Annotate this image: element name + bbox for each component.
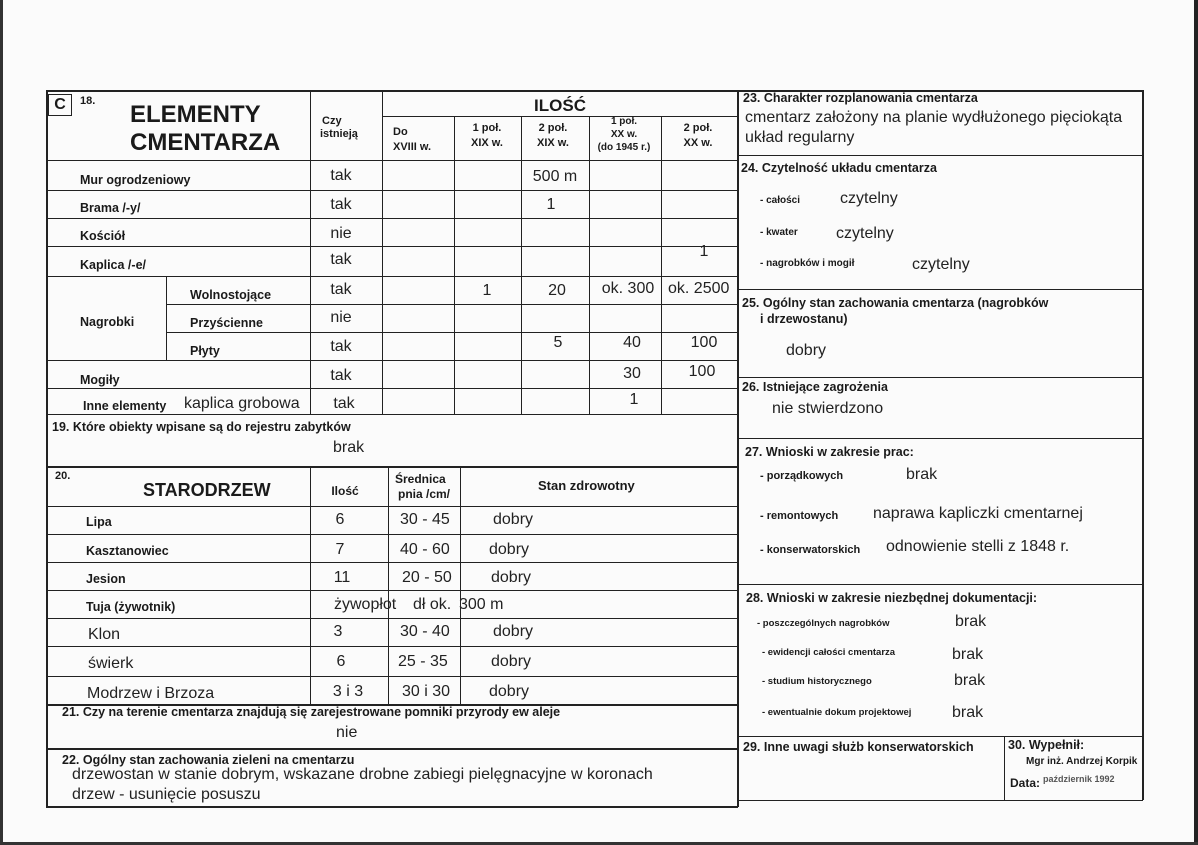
q21-value: nie — [336, 724, 358, 741]
grid-line — [46, 90, 48, 807]
q22-line1: drzewostan w stanie dobrym, wskazane drobne zabiegi pielęgnacyjne w koronach — [72, 766, 653, 783]
tree-diam: 40 - 60 — [400, 541, 450, 558]
q27-item-label: - porządkowych — [760, 470, 844, 482]
q22-line2: drzew - usunięcie posuszu — [72, 786, 261, 803]
col-header: XVIII w. — [393, 141, 432, 153]
grid-line — [46, 246, 737, 247]
grid-line — [310, 466, 311, 704]
q24-item-label: - całości — [760, 195, 801, 206]
tree-state: dobry — [493, 511, 534, 528]
q20-h-sred1: Średnica — [395, 472, 446, 486]
header-ilosc: ILOŚĆ — [534, 96, 586, 115]
exists-value: nie — [330, 309, 352, 326]
row-label: Kościół — [80, 229, 126, 243]
q19-label: 19. Które obiekty wpisane są do rejestru zabytków — [52, 420, 351, 434]
grid-line — [46, 646, 737, 647]
col-header: 2 poł. — [683, 122, 713, 134]
col-header: XIX w. — [471, 137, 503, 149]
tree-state: dobry — [489, 683, 530, 700]
exists-value: tak — [330, 367, 352, 384]
exists-value: nie — [330, 225, 352, 242]
cell-value: ok. 2500 — [668, 280, 730, 297]
grid-line — [382, 116, 737, 117]
exists-value: tak — [330, 338, 352, 355]
grid-line — [46, 414, 737, 415]
grid-line — [46, 190, 737, 191]
tree-diam: 25 - 35 — [398, 653, 448, 670]
section-title-line1: ELEMENTY — [130, 101, 261, 128]
grid-line — [46, 388, 737, 389]
grid-line — [1004, 736, 1005, 800]
col-header: XIX w. — [537, 137, 569, 149]
q28-item-value: brak — [952, 646, 984, 663]
scan-edge-left — [0, 0, 3, 845]
tree-qty: 3 i 3 — [332, 683, 364, 700]
grid-line — [46, 160, 737, 161]
grid-line — [46, 360, 737, 361]
tree-diam: 30 - 40 — [400, 623, 450, 640]
q28-item-value: brak — [954, 672, 986, 689]
q20-title: STARODRZEW — [143, 480, 271, 500]
grid-line — [46, 90, 1143, 92]
q27-item-value: odnowienie stelli z 1848 r. — [886, 538, 1070, 555]
q30-label: 30. Wypełnił: — [1008, 738, 1085, 752]
q23-label: 23. Charakter rozplanowania cmentarza — [743, 91, 978, 105]
q28-item-label: - ewentualnie dokum projektowej — [762, 707, 912, 718]
tree-state: dobry — [491, 569, 532, 586]
q28-label: 28. Wnioski w zakresie niezbędnej dokumentacji: — [746, 591, 1038, 605]
tree-name: Modrzew i Brzoza — [87, 685, 215, 702]
q26-label: 26. Istniejące zagrożenia — [742, 380, 888, 394]
exists-value: tak — [330, 251, 352, 268]
grid-line — [382, 90, 383, 414]
grid-line — [737, 90, 739, 807]
tree-qty: 6 — [335, 511, 345, 528]
tree-diam: 20 - 50 — [402, 569, 452, 586]
grid-line — [166, 332, 737, 333]
grid-line — [737, 800, 1143, 801]
sub-label: Przyścienne — [190, 316, 263, 330]
cell-value: 100 — [690, 334, 718, 351]
section-title-line2: CMENTARZA — [130, 129, 281, 156]
cell-value: 30 — [623, 365, 641, 382]
q28-item-label: - ewidencji całości cmentarza — [762, 647, 896, 658]
exists-value: tak — [333, 395, 355, 412]
cell-value: 1 — [699, 243, 709, 260]
q21-label: 21. Czy na terenie cmentarza znajdują się zarejestrowane pomniki przyrody ew aleje — [62, 705, 561, 719]
grid-line — [46, 806, 738, 808]
grid-line — [166, 276, 167, 360]
cell-value: 1 — [629, 391, 639, 408]
q20-h-stan: Stan zdrowotny — [538, 478, 635, 493]
tree-name: Lipa — [86, 515, 112, 529]
tree-qty: 11 — [333, 569, 351, 586]
row-label: Kaplica /-e/ — [80, 258, 146, 272]
tree-state: dobry — [493, 623, 534, 640]
q27-item-label: - konserwatorskich — [760, 544, 861, 556]
sub-label: Płyty — [190, 344, 220, 358]
grid-line — [46, 590, 737, 591]
q28-item-value: brak — [952, 704, 984, 721]
q24-item-value: czytelny — [912, 256, 970, 273]
col-header: XX w. — [610, 129, 638, 140]
col-header: 2 poł. — [538, 122, 568, 134]
grid-line — [737, 155, 1143, 156]
tree-qty: żywopłot — [334, 596, 397, 613]
q22-label: 22. Ogólny stan zachowania zieleni na cmentarzu — [62, 753, 355, 767]
q28-item-value: brak — [955, 613, 987, 630]
cell-value: 20 — [548, 282, 566, 299]
grid-line — [46, 676, 737, 677]
grid-line — [737, 289, 1143, 290]
header-istnieja: istnieją — [320, 128, 358, 140]
row-label: Inne elementy — [83, 399, 167, 413]
q28-item-label: - poszczególnych nagrobków — [757, 618, 890, 629]
tree-name: Kasztanowiec — [86, 544, 169, 558]
col-header: (do 1945 r.) — [597, 142, 651, 153]
col-header: Do — [393, 126, 408, 138]
grid-line — [46, 748, 737, 750]
tree-diam: dł ok. — [413, 596, 452, 613]
tree-name: Klon — [88, 626, 121, 643]
tree-diam: 30 i 30 — [402, 683, 451, 700]
grid-line — [737, 584, 1143, 585]
q25-label2: i drzewostanu) — [760, 312, 848, 326]
q28-item-label: - studium historycznego — [762, 676, 872, 687]
q20-number: 20. — [55, 470, 71, 482]
grid-line — [46, 506, 737, 507]
q24-item-label: - kwater — [760, 227, 798, 238]
col-header: XX w. — [683, 137, 713, 149]
q25-value: dobry — [786, 342, 827, 359]
grid-line — [46, 218, 737, 219]
cell-value: 500 m — [532, 168, 578, 185]
tree-state: 300 m — [459, 596, 504, 613]
q27-item-value: brak — [906, 466, 938, 483]
grid-line — [737, 736, 1143, 737]
section-letter-box: C — [48, 94, 72, 116]
cell-value: 40 — [623, 334, 641, 351]
q30-name-stamp: Mgr inż. Andrzej Korpik — [1026, 756, 1138, 767]
tree-qty: 6 — [336, 653, 346, 670]
tree-qty: 3 — [333, 623, 343, 640]
grid-line — [737, 438, 1143, 439]
col-header: 1 poł. — [472, 122, 502, 134]
grid-line — [46, 276, 737, 277]
q27-item-label: - remontowych — [760, 510, 839, 522]
cell-value: 5 — [553, 334, 563, 351]
grid-line — [388, 466, 389, 704]
tree-qty: 7 — [335, 541, 345, 558]
tree-name: Tuja (żywotnik) — [86, 600, 176, 614]
grid-line — [46, 534, 737, 535]
q20-h-ilosc: Ilość — [331, 484, 359, 498]
q24-label: 24. Czytelność układu cmentarza — [741, 161, 937, 175]
cell-value: 100 — [688, 363, 716, 380]
q30-date-label: Data: — [1010, 776, 1041, 790]
tree-state: dobry — [491, 653, 532, 670]
q27-label: 27. Wnioski w zakresie prac: — [745, 445, 914, 459]
tree-name: Jesion — [86, 572, 126, 586]
sub-label: Wolnostojące — [190, 288, 272, 302]
exists-value: tak — [330, 167, 352, 184]
exists-value: tak — [330, 281, 352, 298]
tree-name: świerk — [88, 655, 134, 672]
q25-label1: 25. Ogólny stan zachowania cmentarza (nagrobków — [742, 296, 1049, 310]
grid-line — [166, 304, 737, 305]
grid-line — [46, 618, 737, 619]
grid-line — [310, 90, 311, 414]
cell-value: ok. 300 — [601, 280, 655, 297]
q24-item-value: czytelny — [840, 190, 898, 207]
section-number: 18. — [80, 95, 96, 107]
grid-line — [460, 466, 461, 704]
q20-h-sred2: pnia /cm/ — [398, 487, 451, 501]
row-label: Mur ogrodzeniowy — [80, 173, 191, 187]
q23-line1: cmentarz założony na planie wydłużonego pięciokąta — [745, 109, 1123, 126]
q30-date-value: październik 1992 — [1043, 774, 1115, 784]
exists-value: tak — [330, 196, 352, 213]
q23-line2: układ regularny — [745, 129, 855, 146]
tree-state: dobry — [489, 541, 530, 558]
q19-value: brak — [333, 439, 365, 456]
grid-line — [46, 562, 737, 563]
inne-extra: kaplica grobowa — [184, 395, 300, 412]
cell-value: 1 — [482, 282, 492, 299]
scan-edge-right — [1194, 0, 1198, 845]
q24-item-value: czytelny — [836, 225, 894, 242]
row-label: Nagrobki — [80, 315, 135, 329]
q29-label: 29. Inne uwagi służb konserwatorskich — [743, 740, 974, 754]
row-label: Mogiły — [80, 373, 120, 387]
grid-line — [1142, 90, 1144, 800]
tree-diam: 30 - 45 — [400, 511, 450, 528]
col-header: 1 poł. — [610, 116, 638, 127]
q27-item-value: naprawa kapliczki cmentarnej — [873, 505, 1083, 522]
grid-line — [46, 466, 737, 468]
q26-value: nie stwierdzono — [772, 400, 884, 417]
q24-item-label: - nagrobków i mogił — [760, 258, 855, 269]
header-czy: Czy — [322, 115, 342, 127]
grid-line — [737, 377, 1143, 378]
row-label: Brama /-y/ — [80, 201, 141, 215]
cell-value: 1 — [546, 196, 556, 213]
